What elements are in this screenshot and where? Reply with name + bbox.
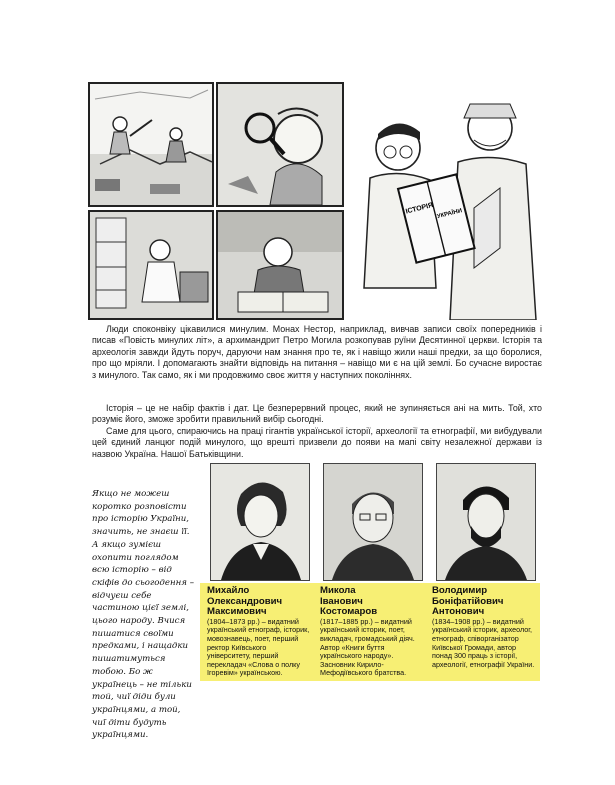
bio-name-line2: Іванович: [320, 595, 363, 607]
comic-panel-magnifier: [216, 82, 344, 207]
laboratory-drawing-icon: [90, 212, 212, 318]
portrait-maksymovych: [210, 463, 310, 581]
intro-paragraph-1-block: [92, 324, 542, 381]
handwritten-quote: Якщо не можеш коротко розповісти про історію України, значить, не знаєш її. А якщо зумієш охопити поглядом всю історію – від скіфів до сьогодення – відчуєш себе частиною цієї землі, цього народу. Вчися пишатися своїми предками, і нащадки пишатимуться тобою. Бо ж українець – не тільки той, чиї діди були українцями, а той, чиї діти будуть українцями.: [92, 489, 195, 741]
book-cover-title-line2: УКРАЇНИ: [436, 208, 463, 221]
comic-panel-excavation: [88, 82, 214, 207]
portrait-antonovych: [436, 463, 536, 581]
bio-kostomarov: [320, 586, 424, 678]
portrait-kostomarov-icon: [324, 464, 422, 580]
bio-antonovych: [432, 586, 536, 669]
bio-maksymovych: [207, 586, 311, 678]
intro-paragraph-2: Історія – це не набір фактів і дат. Це безперервний процес, який не зупиняється ані на мить. Той, хто розуміє його, зможе зробити правильний вибір сьогодні.: [92, 403, 542, 425]
portrait-kostomarov: [323, 463, 423, 581]
bio-text: (1834–1908 рр.) – видатний український історик, археолог, етнограф, співорганізатор Київської Громади, автор понад 300 праць з історії, археології, етнографії України.: [432, 616, 535, 669]
bio-name-line1: Михайло: [207, 585, 250, 596]
bio-text: (1817–1885 рр.) – видатний український історик, поет, викладач, громадський діяч. Автор «Книги буття українського народу». Засновник Кирило-Мефодіївського братства.: [320, 616, 415, 678]
intro-paragraph-2-block: [92, 403, 542, 460]
book-cover-title-line1: ІСТОРІЯ: [405, 201, 434, 216]
comic-scene-two-men-with-book: [350, 88, 543, 320]
bio-name-line2: Боніфатійович: [432, 595, 504, 607]
portrait-antonovych-icon: [437, 464, 535, 580]
comic-panel-reader: [216, 210, 344, 320]
portrait-maksymovych-icon: [211, 464, 309, 580]
bio-name-line1: Микола: [320, 585, 356, 596]
bio-name-line2: Олександрович: [207, 595, 283, 607]
comic-illustration: [88, 82, 543, 320]
intro-paragraph-3: Саме для цього, спираючись на праці гігантів української історії, археології та етнографії, ми вибудували цей єдиний ланцюг подій минулого, що врешті призвели до появи на мапі світу незалежної держави із назвою Україна. Нашої Батьківщини.: [92, 425, 542, 459]
bio-name-line3: Антонович: [432, 606, 485, 618]
two-men-with-book-drawing-icon: [350, 88, 543, 320]
archaeologist-magnifier-drawing-icon: [218, 84, 342, 205]
comic-panel-lab: [88, 210, 214, 320]
excavation-drawing-icon: [90, 84, 212, 205]
bio-text: (1804–1873 рр.) – видатний український етнограф, історик, мовознавець, поет, перший ректор Київського університету, перший перекладач «Слова о полку Ігоревім» українською.: [207, 616, 310, 678]
bio-name-line3: Максимович: [207, 606, 267, 618]
intro-paragraph-1: Люди споконвіку цікавилися минулим. Монах Нестор, наприклад, вивчав записи своїх попередників і писав «Повість минулих літ», а архимандрит Петро Могила розкопував руїни Десятинної церкви. Історія та археологія завжди йдуть поруч, даруючи нам знання про те, як і навіщо жили наші предки, за що боролися, про що мріяли. І допомагають знайти відповідь на питання – навіщо ми є на цій землі. Бо сучасне виростає з минулого. Так само, як і ми продовжимо своє життя у наступних поколіннях.: [92, 324, 542, 380]
reader-with-books-drawing-icon: [218, 212, 342, 318]
bio-name-line1: Володимир: [432, 585, 488, 596]
bio-name-line3: Костомаров: [320, 606, 378, 618]
